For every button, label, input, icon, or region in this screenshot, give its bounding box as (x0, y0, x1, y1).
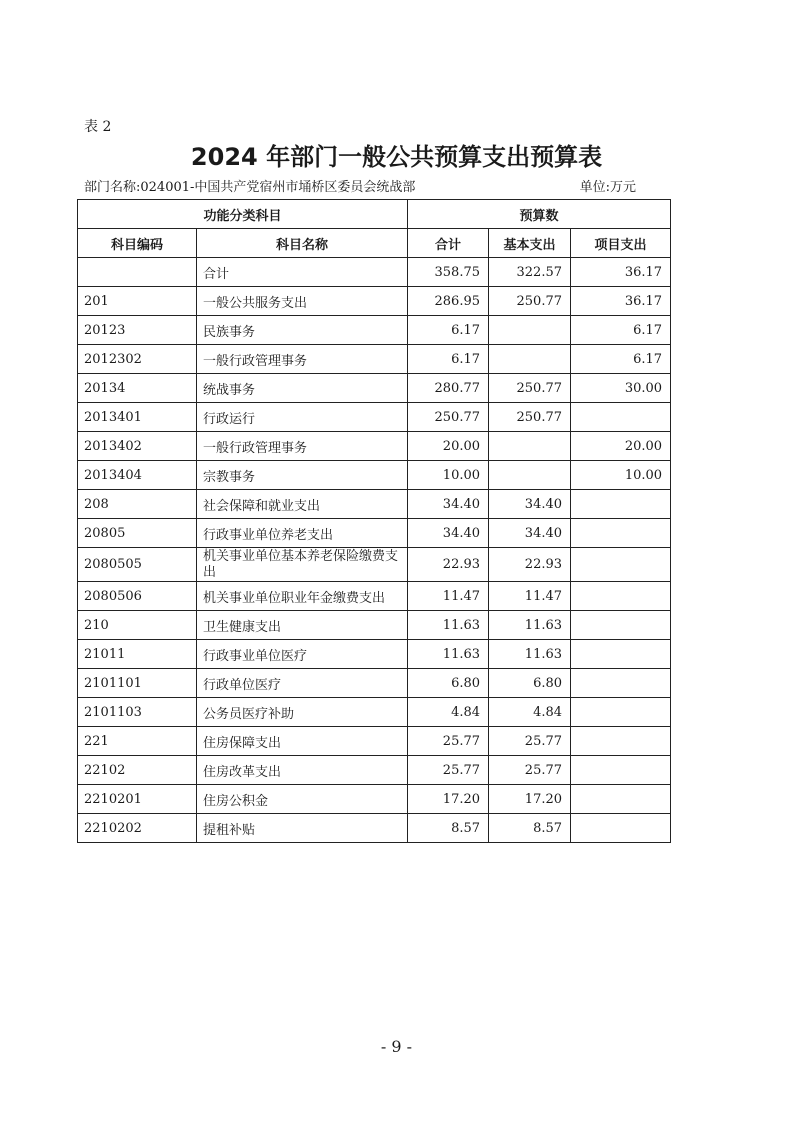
header-basic: 基本支出 (489, 229, 571, 258)
cell-total: 250.77 (408, 403, 489, 432)
cell-code: 2013404 (78, 461, 197, 490)
cell-code: 2210201 (78, 785, 197, 814)
table-row (78, 519, 671, 548)
cell-code: 22102 (78, 756, 197, 785)
cell-name: 一般公共服务支出 (197, 287, 408, 316)
table-row (78, 814, 671, 843)
cell-code: 2101101 (78, 669, 197, 698)
cell-name: 一般行政管理事务 (197, 432, 408, 461)
cell-name: 住房保障支出 (197, 727, 408, 756)
cell-basic: 25.77 (489, 727, 571, 756)
cell-total: 22.93 (408, 548, 489, 582)
cell-code: 2080506 (78, 582, 197, 611)
cell-name: 一般行政管理事务 (197, 345, 408, 374)
table-row (78, 756, 671, 785)
cell-project (571, 785, 671, 814)
table-row (78, 698, 671, 727)
cell-total: 358.75 (408, 258, 489, 287)
cell-code (78, 258, 197, 287)
page-number: - 9 - (380, 1037, 413, 1056)
table-row (78, 345, 671, 374)
cell-total: 6.80 (408, 669, 489, 698)
cell-project (571, 548, 671, 582)
cell-basic: 322.57 (489, 258, 571, 287)
cell-code: 20123 (78, 316, 197, 345)
cell-name: 机关事业单位基本养老保险缴费支出 (197, 548, 408, 582)
table-row (78, 640, 671, 669)
cell-name: 社会保障和就业支出 (197, 490, 408, 519)
header-function-group: 功能分类科目 (78, 200, 408, 229)
cell-name: 统战事务 (197, 374, 408, 403)
cell-basic (489, 345, 571, 374)
cell-total: 280.77 (408, 374, 489, 403)
cell-basic (489, 432, 571, 461)
cell-total: 34.40 (408, 519, 489, 548)
table-row (78, 374, 671, 403)
cell-basic: 250.77 (489, 374, 571, 403)
cell-basic: 8.57 (489, 814, 571, 843)
cell-code: 201 (78, 287, 197, 316)
header-group-row (78, 200, 671, 229)
table-row (78, 316, 671, 345)
header-project: 项目支出 (571, 229, 671, 258)
table-row (78, 432, 671, 461)
budget-table-body (78, 258, 671, 843)
cell-name: 公务员医疗补助 (197, 698, 408, 727)
cell-name: 卫生健康支出 (197, 611, 408, 640)
header-column-row (78, 229, 671, 258)
cell-project (571, 756, 671, 785)
cell-total: 11.63 (408, 640, 489, 669)
cell-basic: 11.63 (489, 640, 571, 669)
table-label: 表 2 (84, 119, 112, 135)
cell-name: 行政单位医疗 (197, 669, 408, 698)
cell-total: 17.20 (408, 785, 489, 814)
cell-total: 11.63 (408, 611, 489, 640)
cell-project (571, 519, 671, 548)
cell-total: 6.17 (408, 345, 489, 374)
cell-basic: 4.84 (489, 698, 571, 727)
cell-code: 2013401 (78, 403, 197, 432)
cell-project (571, 669, 671, 698)
cell-project: 36.17 (571, 287, 671, 316)
cell-project (571, 490, 671, 519)
cell-name: 行政事业单位养老支出 (197, 519, 408, 548)
department-name: 部门名称:024001-中国共产党宿州市埇桥区委员会统战部 (84, 180, 416, 195)
cell-total: 10.00 (408, 461, 489, 490)
cell-project (571, 640, 671, 669)
header-budget-group: 预算数 (408, 200, 671, 229)
cell-code: 2080505 (78, 548, 197, 582)
cell-total: 34.40 (408, 490, 489, 519)
cell-total: 25.77 (408, 727, 489, 756)
cell-project (571, 582, 671, 611)
table-row (78, 403, 671, 432)
unit-label: 单位:万元 (579, 180, 636, 195)
cell-project: 6.17 (571, 316, 671, 345)
cell-code: 20805 (78, 519, 197, 548)
cell-name: 合计 (197, 258, 408, 287)
cell-total: 6.17 (408, 316, 489, 345)
table-row (78, 582, 671, 611)
header-total: 合计 (408, 229, 489, 258)
table-row (78, 258, 671, 287)
header-code: 科目编码 (78, 229, 197, 258)
cell-basic (489, 316, 571, 345)
cell-basic: 11.63 (489, 611, 571, 640)
cell-project (571, 403, 671, 432)
table-row (78, 287, 671, 316)
table-row (78, 490, 671, 519)
cell-basic: 250.77 (489, 287, 571, 316)
table-row (78, 548, 671, 582)
cell-name: 提租补贴 (197, 814, 408, 843)
cell-code: 2210202 (78, 814, 197, 843)
table-row (78, 669, 671, 698)
cell-basic: 25.77 (489, 756, 571, 785)
meta-row (84, 176, 636, 195)
table-row (78, 727, 671, 756)
cell-name: 住房公积金 (197, 785, 408, 814)
cell-code: 20134 (78, 374, 197, 403)
cell-total: 286.95 (408, 287, 489, 316)
cell-project: 6.17 (571, 345, 671, 374)
cell-total: 4.84 (408, 698, 489, 727)
budget-table (77, 199, 671, 843)
cell-project (571, 611, 671, 640)
cell-name: 行政运行 (197, 403, 408, 432)
cell-basic: 22.93 (489, 548, 571, 582)
cell-code: 21011 (78, 640, 197, 669)
cell-project: 36.17 (571, 258, 671, 287)
cell-basic: 6.80 (489, 669, 571, 698)
table-row (78, 611, 671, 640)
cell-name: 机关事业单位职业年金缴费支出 (197, 582, 408, 611)
cell-code: 2101103 (78, 698, 197, 727)
cell-basic: 34.40 (489, 519, 571, 548)
cell-name: 住房改革支出 (197, 756, 408, 785)
table-row (78, 785, 671, 814)
page-title: 2024 年部门一般公共预算支出预算表 (190, 143, 603, 171)
cell-name: 民族事务 (197, 316, 408, 345)
cell-code: 2013402 (78, 432, 197, 461)
cell-project (571, 727, 671, 756)
cell-basic: 17.20 (489, 785, 571, 814)
cell-name: 行政事业单位医疗 (197, 640, 408, 669)
cell-basic: 34.40 (489, 490, 571, 519)
header-name: 科目名称 (197, 229, 408, 258)
cell-total: 8.57 (408, 814, 489, 843)
cell-total: 11.47 (408, 582, 489, 611)
cell-project: 10.00 (571, 461, 671, 490)
cell-code: 210 (78, 611, 197, 640)
cell-basic: 11.47 (489, 582, 571, 611)
cell-basic (489, 461, 571, 490)
cell-project (571, 698, 671, 727)
cell-total: 20.00 (408, 432, 489, 461)
cell-project (571, 814, 671, 843)
table-row (78, 461, 671, 490)
cell-code: 208 (78, 490, 197, 519)
cell-name: 宗教事务 (197, 461, 408, 490)
cell-total: 25.77 (408, 756, 489, 785)
cell-code: 2012302 (78, 345, 197, 374)
cell-project: 20.00 (571, 432, 671, 461)
cell-basic: 250.77 (489, 403, 571, 432)
cell-code: 221 (78, 727, 197, 756)
cell-project: 30.00 (571, 374, 671, 403)
